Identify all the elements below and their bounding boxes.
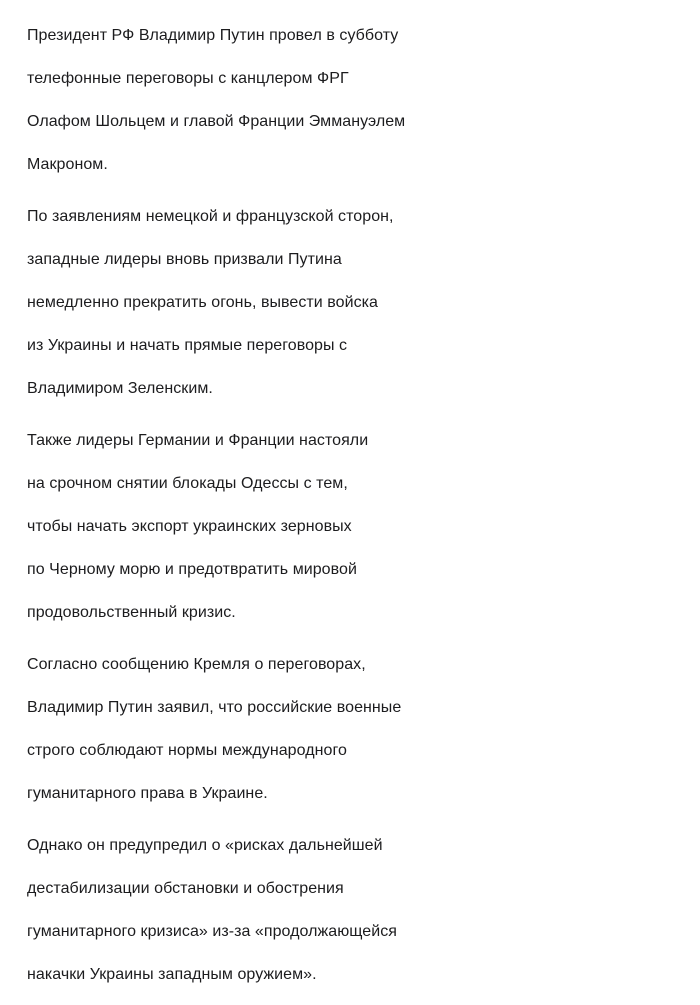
text-line: западные лидеры вновь призвали Путина bbox=[27, 251, 342, 268]
text-line: немедленно прекратить огонь, вывести войска bbox=[27, 294, 378, 311]
paragraph-5 bbox=[27, 824, 699, 996]
text-line: продовольственный кризис. bbox=[27, 604, 236, 621]
text-line: дестабилизации обстановки и обострения bbox=[27, 880, 344, 897]
text-line: строго соблюдают нормы международного bbox=[27, 742, 347, 759]
text-line: из Украины и начать прямые переговоры с bbox=[27, 337, 348, 354]
text-line: Макроном. bbox=[27, 156, 108, 173]
text-line: По заявлениям немецкой и французской сторон, bbox=[27, 208, 394, 225]
text-line: Также лидеры Германии и Франции настояли bbox=[27, 432, 369, 449]
text-line: Президент РФ Владимир Путин провел в субботу bbox=[27, 27, 399, 44]
text-line: накачки Украины западным оружием». bbox=[27, 966, 317, 983]
text-line: Олафом Шольцем и главой Франции Эммануэлем bbox=[27, 113, 406, 130]
text-line: чтобы начать экспорт украинских зерновых bbox=[27, 518, 352, 535]
text-line: на срочном снятии блокады Одессы с тем, bbox=[27, 475, 348, 492]
text-line: Владимир Путин заявил, что российские военные bbox=[27, 699, 402, 716]
paragraph-4 bbox=[27, 643, 699, 815]
text-line: Владимиром Зеленским. bbox=[27, 380, 213, 397]
text-line: Однако он предупредил о «рисках дальнейшей bbox=[27, 837, 383, 854]
paragraph-1 bbox=[27, 14, 699, 186]
text-line: телефонные переговоры с канцлером ФРГ bbox=[27, 70, 349, 87]
paragraph-3 bbox=[27, 419, 699, 634]
text-line: гуманитарного права в Украине. bbox=[27, 785, 268, 802]
text-line: гуманитарного кризиса» из-за «продолжающейся bbox=[27, 923, 397, 940]
article-body bbox=[27, 14, 699, 1005]
text-line: по Черному морю и предотвратить мировой bbox=[27, 561, 357, 578]
text-line: Согласно сообщению Кремля о переговорах, bbox=[27, 656, 366, 673]
paragraph-2 bbox=[27, 195, 699, 410]
